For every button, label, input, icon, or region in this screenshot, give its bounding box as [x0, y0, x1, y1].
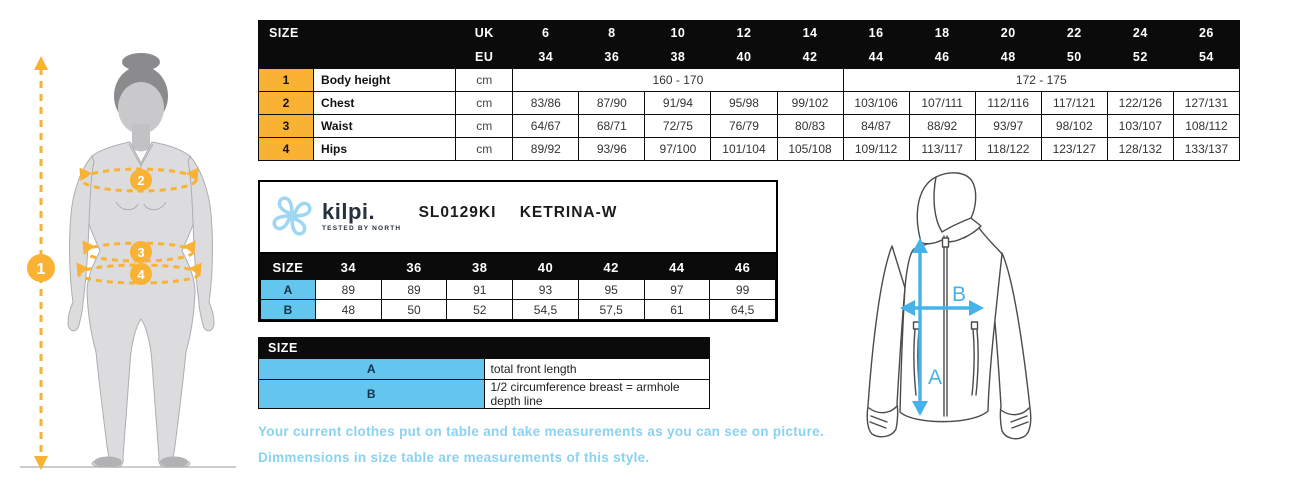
- brand-tagline: TESTED BY NORTH: [322, 224, 402, 232]
- row-number: 3: [259, 115, 314, 138]
- eu-size: 38: [645, 45, 711, 69]
- value-cell: 99/102: [777, 92, 843, 115]
- row-label: Waist: [314, 115, 456, 138]
- legend-desc-b: 1/2 circumference breast = armhole depth line: [484, 380, 710, 409]
- value-cell: 98/102: [1041, 115, 1107, 138]
- eu-size: 36: [579, 45, 645, 69]
- brand-name: kilpi.: [322, 198, 376, 224]
- jacket-label-b: B: [952, 283, 967, 306]
- value-cell: 109/112: [843, 138, 909, 161]
- row-label-a: A: [261, 280, 316, 300]
- table-row-a: [259, 359, 710, 380]
- uk-size: 12: [711, 21, 777, 45]
- value-cell: 99: [710, 280, 776, 300]
- product-code: SL0129KI: [418, 204, 497, 221]
- eu-label: EU: [456, 45, 513, 69]
- legend-desc-a: total front length: [484, 359, 710, 380]
- row-label: Body height: [314, 69, 456, 92]
- value-cell: 97: [644, 280, 710, 300]
- value-cell: 91/94: [645, 92, 711, 115]
- value-cell: 83/86: [513, 92, 579, 115]
- value-cell: 117/121: [1041, 92, 1107, 115]
- value-cell: 76/79: [711, 115, 777, 138]
- uk-label: UK: [456, 21, 513, 45]
- value-cell: 133/137: [1173, 138, 1239, 161]
- value-cell: 128/132: [1107, 138, 1173, 161]
- eu-size: 34: [513, 45, 579, 69]
- product-header: [260, 182, 776, 254]
- value-cell: 72/75: [645, 115, 711, 138]
- product-name: KETRINA-W: [519, 204, 618, 221]
- range-cell: 172 - 175: [843, 69, 1239, 92]
- value-cell: 127/131: [1173, 92, 1239, 115]
- size-col: 42: [578, 255, 644, 280]
- eu-size: 44: [843, 45, 909, 69]
- value-cell: 101/104: [711, 138, 777, 161]
- uk-size: 8: [579, 21, 645, 45]
- table-row-hips: [259, 138, 1240, 161]
- row-number: 2: [259, 92, 314, 115]
- value-cell: 95: [578, 280, 644, 300]
- value-cell: 48: [316, 300, 382, 320]
- size-col: 46: [710, 255, 776, 280]
- value-cell: 118/122: [975, 138, 1041, 161]
- uk-size: 26: [1173, 21, 1239, 45]
- legend-label-b: B: [259, 380, 485, 409]
- arrow-down-icon: [34, 456, 48, 470]
- size-header: SIZE: [261, 255, 316, 280]
- value-cell: 68/71: [579, 115, 645, 138]
- range-cell: 160 - 170: [513, 69, 843, 92]
- value-cell: 88/92: [909, 115, 975, 138]
- row-unit: cm: [456, 115, 513, 138]
- arrow-up-icon: [34, 56, 48, 70]
- eu-size: 46: [909, 45, 975, 69]
- eu-size: 48: [975, 45, 1041, 69]
- uk-size: 10: [645, 21, 711, 45]
- legend-header: SIZE: [259, 338, 710, 359]
- jacket-measurement-diagram: [852, 158, 1072, 458]
- product-size-table: [258, 180, 778, 322]
- row-unit: cm: [456, 92, 513, 115]
- uk-size: 22: [1041, 21, 1107, 45]
- size-col: 36: [381, 255, 447, 280]
- uk-size: 20: [975, 21, 1041, 45]
- value-cell: 87/90: [579, 92, 645, 115]
- size-header: SIZE: [259, 21, 456, 69]
- size-col: 40: [513, 255, 579, 280]
- value-cell: 93/97: [975, 115, 1041, 138]
- value-cell: 89: [381, 280, 447, 300]
- size-col: 38: [447, 255, 513, 280]
- table-row: [261, 255, 776, 280]
- product-size-grid: [260, 254, 776, 320]
- jacket-outline: [867, 173, 1031, 439]
- uk-size: 24: [1107, 21, 1173, 45]
- badge-3: 3: [137, 245, 145, 260]
- value-cell: 105/108: [777, 138, 843, 161]
- eu-size: 50: [1041, 45, 1107, 69]
- note-line-2: Dimmensions in size table are measurements of this style.: [258, 450, 650, 465]
- value-cell: 113/117: [909, 138, 975, 161]
- value-cell: 112/116: [975, 92, 1041, 115]
- eu-size: 40: [711, 45, 777, 69]
- value-cell: 89/92: [513, 138, 579, 161]
- value-cell: 91: [447, 280, 513, 300]
- value-cell: 89: [316, 280, 382, 300]
- value-cell: 93: [513, 280, 579, 300]
- badge-1: 1: [36, 261, 46, 278]
- table-row-b: [259, 380, 710, 409]
- value-cell: 108/112: [1173, 115, 1239, 138]
- value-cell: 103/107: [1107, 115, 1173, 138]
- badge-4: 4: [137, 267, 145, 282]
- row-number: 4: [259, 138, 314, 161]
- value-cell: 54,5: [513, 300, 579, 320]
- row-label-b: B: [261, 300, 316, 320]
- legend-label-a: A: [259, 359, 485, 380]
- value-cell: 93/96: [579, 138, 645, 161]
- main-size-table: [258, 20, 1240, 161]
- value-cell: 95/98: [711, 92, 777, 115]
- size-col: 44: [644, 255, 710, 280]
- table-row-a: [261, 280, 776, 300]
- value-cell: 123/127: [1041, 138, 1107, 161]
- value-cell: 103/106: [843, 92, 909, 115]
- uk-size: 6: [513, 21, 579, 45]
- measurement-notes: [258, 424, 824, 476]
- body-measurement-figure: [8, 52, 240, 482]
- note-line-1: Your current clothes put on table and take measurements as you can see on picture.: [258, 424, 824, 439]
- value-cell: 61: [644, 300, 710, 320]
- uk-size: 18: [909, 21, 975, 45]
- value-cell: 50: [381, 300, 447, 320]
- table-row: [259, 338, 710, 359]
- row-unit: cm: [456, 69, 513, 92]
- row-label: Hips: [314, 138, 456, 161]
- uk-size: 14: [777, 21, 843, 45]
- eu-size: 52: [1107, 45, 1173, 69]
- table-row: [259, 21, 1240, 45]
- value-cell: 97/100: [645, 138, 711, 161]
- value-cell: 64,5: [710, 300, 776, 320]
- value-cell: 64/67: [513, 115, 579, 138]
- measurement-legend-table: [258, 337, 710, 409]
- badge-2: 2: [137, 173, 145, 188]
- table-row-chest: [259, 92, 1240, 115]
- value-cell: 84/87: [843, 115, 909, 138]
- table-row-waist: [259, 115, 1240, 138]
- value-cell: 57,5: [578, 300, 644, 320]
- row-label: Chest: [314, 92, 456, 115]
- size-col: 34: [316, 255, 382, 280]
- value-cell: 80/83: [777, 115, 843, 138]
- value-cell: 107/111: [909, 92, 975, 115]
- uk-size: 16: [843, 21, 909, 45]
- table-row-body-height: [259, 69, 1240, 92]
- row-unit: cm: [456, 138, 513, 161]
- eu-size: 54: [1173, 45, 1239, 69]
- value-cell: 122/126: [1107, 92, 1173, 115]
- eu-size: 42: [777, 45, 843, 69]
- row-number: 1: [259, 69, 314, 92]
- value-cell: 52: [447, 300, 513, 320]
- jacket-label-a: A: [928, 366, 943, 389]
- product-title: [260, 204, 776, 222]
- table-row-b: [261, 300, 776, 320]
